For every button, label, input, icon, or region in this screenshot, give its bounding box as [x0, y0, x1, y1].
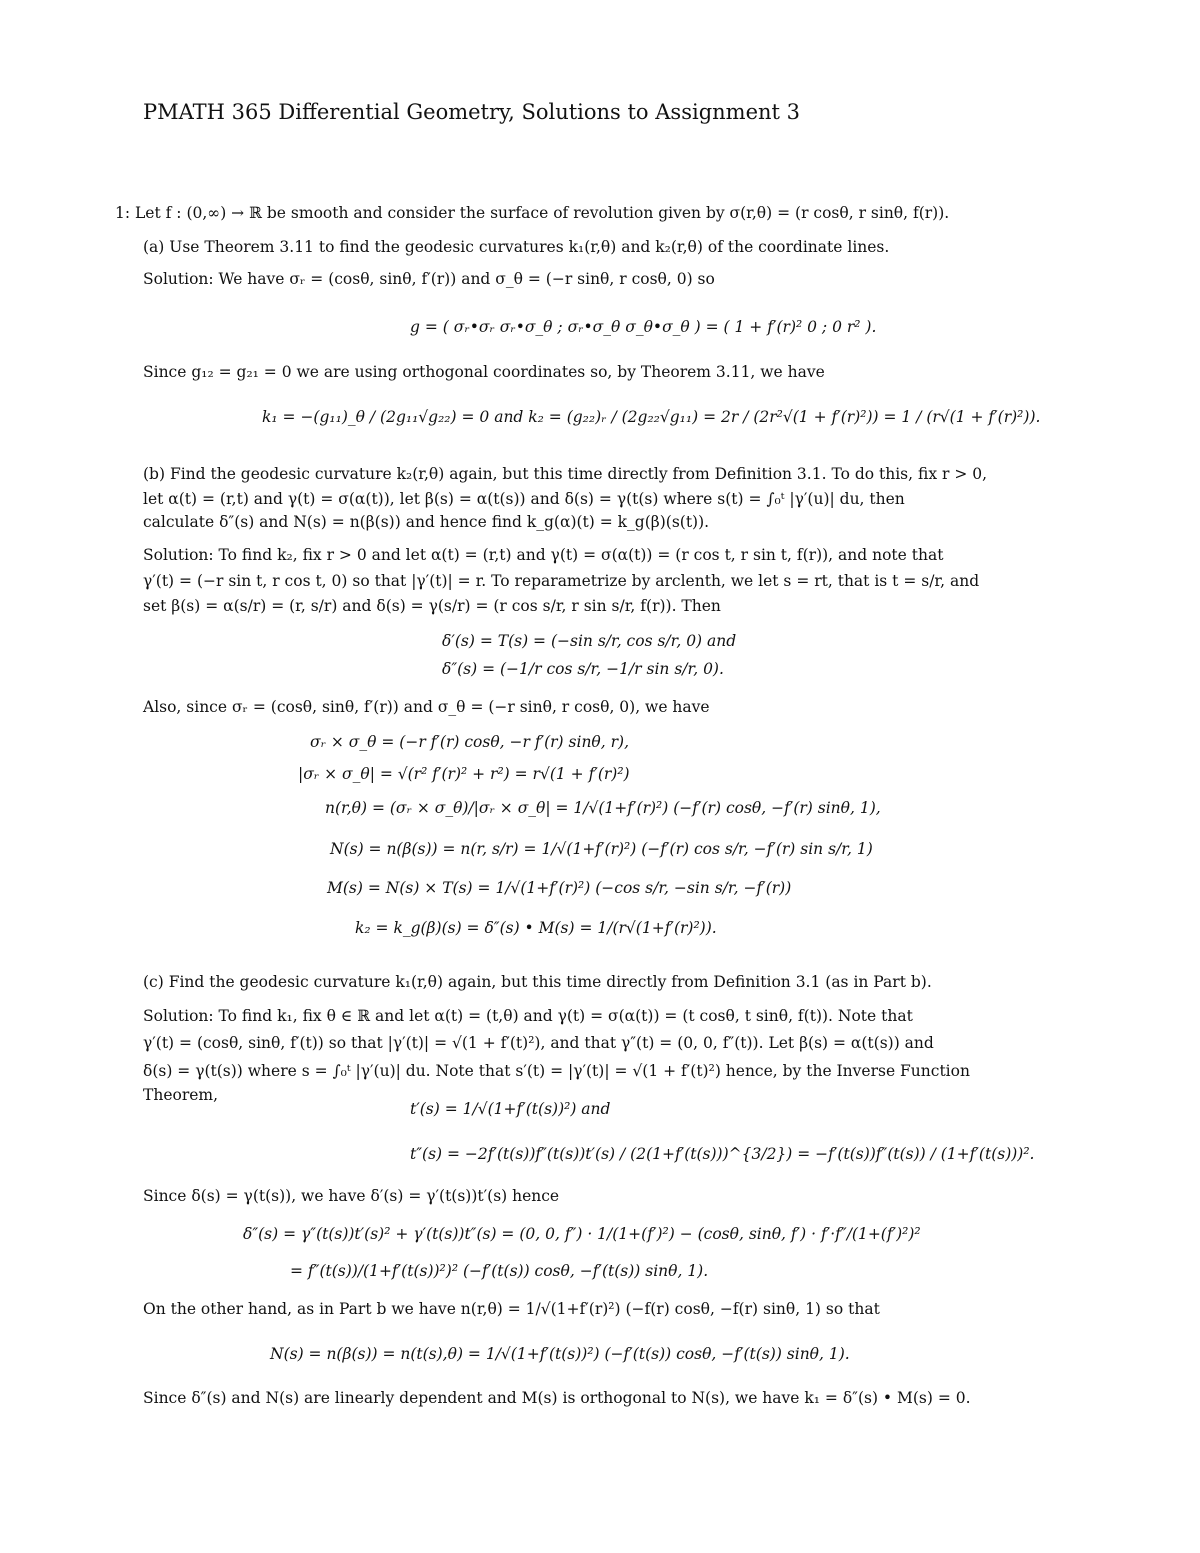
part-a-curvature-equation: k₁ = −(g₁₁)_θ / (2g₁₁√g₂₂) = 0 and k₂ = (g₂₂)ᵣ / (2g₂₂√g₁₁) = 2r / (2r²√(1 + f′(r)²)) = 1 / (r√(1 + f′(r)²)).	[262, 408, 1041, 426]
part-b-equation: M(s) = N(s) × T(s) = 1/√(1+f′(r)²) (−cos s/r, −sin s/r, −f′(r))	[327, 879, 792, 897]
part-b-equation: δ′(s) = T(s) = (−sin s/r, cos s/r, 0) and	[442, 632, 737, 650]
part-a-solution-line: Solution: We have σᵣ = (cosθ, sinθ, f′(r)) and σ_θ = (−r sinθ, r cosθ, 0) so	[143, 270, 715, 288]
part-a-question: (a) Use Theorem 3.11 to find the geodesic curvatures k₁(r,θ) and k₂(r,θ) of the coordinate lines.	[143, 238, 890, 256]
part-b-question: let α(t) = (r,t) and γ(t) = σ(α(t)), let β(s) = α(t(s)) and δ(s) = γ(t(s) where s(t) = ∫₀ᵗ |γ′(u)| du, then	[143, 490, 905, 508]
part-b-solution-line: set β(s) = α(s/r) = (r, s/r) and δ(s) = γ(s/r) = (r cos s/r, r sin s/r, f(r)). Then	[143, 597, 721, 615]
part-c-equation: δ″(s) = γ″(t(s))t′(s)² + γ′(t(s))t″(s) = (0, 0, f″) · 1/(1+(f′)²) − (cosθ, sinθ, f′) · f′·f″/(1+(f′)²)²	[243, 1225, 921, 1243]
part-a-solution-line: Since g₁₂ = g₂₁ = 0 we are using orthogonal coordinates so, by Theorem 3.11, we have	[143, 363, 825, 381]
part-c-equation: t″(s) = −2f′(t(s))f″(t(s))t′(s) / (2(1+f′(t(s)))^{3/2}) = −f′(t(s))f″(t(s)) / (1+f′(t(s)))².	[410, 1145, 1035, 1163]
part-c-equation: = f″(t(s))/(1+f′(t(s))²)² (−f′(t(s)) cosθ, −f′(t(s)) sinθ, 1).	[290, 1262, 709, 1280]
part-b-equation: k₂ = k_g(β)(s) = δ″(s) • M(s) = 1/(r√(1+f′(r)²)).	[355, 919, 717, 937]
part-b-question: (b) Find the geodesic curvature k₂(r,θ) again, but this time directly from Definition 3.1. To do this, fix r > 0,	[143, 465, 988, 483]
part-c-conclusion: Since δ″(s) and N(s) are linearly dependent and M(s) is orthogonal to N(s), we have k₁ = δ″(s) • M(s) = 0.	[143, 1389, 971, 1407]
part-b-equation: N(s) = n(β(s)) = n(r, s/r) = 1/√(1+f′(r)²) (−f′(r) cos s/r, −f′(r) sin s/r, 1)	[330, 840, 873, 858]
part-b-solution-line: Solution: To find k₂, fix r > 0 and let α(t) = (r,t) and γ(t) = σ(α(t)) = (r cos t, r sin t, f(r)), and note that	[143, 546, 944, 564]
part-c-equation: N(s) = n(β(s)) = n(t(s),θ) = 1/√(1+f′(t(s))²) (−f′(t(s)) cosθ, −f′(t(s)) sinθ, 1).	[270, 1345, 850, 1363]
part-c-solution-line: Solution: To find k₁, fix θ ∈ ℝ and let α(t) = (t,θ) and γ(t) = σ(α(t)) = (t cosθ, t sinθ, f(t)). Note that	[143, 1007, 913, 1025]
part-c-solution-line: Since δ(s) = γ(t(s)), we have δ′(s) = γ′(t(s))t′(s) hence	[143, 1187, 560, 1205]
part-b-solution-line: Also, since σᵣ = (cosθ, sinθ, f′(r)) and σ_θ = (−r sinθ, r cosθ, 0), we have	[143, 698, 710, 716]
part-b-equation: n(r,θ) = (σᵣ × σ_θ)/|σᵣ × σ_θ| = 1/√(1+f′(r)²) (−f′(r) cosθ, −f′(r) sinθ, 1),	[325, 799, 881, 817]
part-c-solution-line: δ(s) = γ(t(s)) where s = ∫₀ᵗ |γ′(u)| du. Note that s′(t) = |γ′(t)| = √(1 + f′(t)²) hence, by the Inverse Function	[143, 1062, 970, 1080]
part-a-metric-equation: g = ( σᵣ•σᵣ σᵣ•σ_θ ; σᵣ•σ_θ σ_θ•σ_θ ) = ( 1 + f′(r)² 0 ; 0 r² ).	[410, 318, 877, 336]
part-c-equation: t′(s) = 1/√(1+f′(t(s))²) and	[410, 1100, 611, 1118]
part-b-solution-line: γ′(t) = (−r sin t, r cos t, 0) so that |γ′(t)| = r. To reparametrize by arclenth, we let s = rt, that is t = s/r, and	[143, 572, 980, 590]
part-b-question: calculate δ″(s) and N(s) = n(β(s)) and hence find k_g(α)(t) = k_g(β)(s(t)).	[143, 513, 710, 531]
part-c-solution-line: Theorem,	[143, 1086, 219, 1104]
part-b-equation: |σᵣ × σ_θ| = √(r² f′(r)² + r²) = r√(1 + f′(r)²)	[298, 765, 630, 783]
part-c-solution-line: On the other hand, as in Part b we have n(r,θ) = 1/√(1+f′(r)²) (−f(r) cosθ, −f(r) sinθ, 1) so that	[143, 1300, 880, 1318]
problem-1-statement: 1: Let f : (0,∞) → ℝ be smooth and consider the surface of revolution given by σ(r,θ) = (r cosθ, r sinθ, f(r)).	[115, 204, 950, 222]
part-b-equation: δ″(s) = (−1/r cos s/r, −1/r sin s/r, 0).	[442, 660, 724, 678]
part-c-solution-line: γ′(t) = (cosθ, sinθ, f′(t)) so that |γ′(t)| = √(1 + f′(t)²), and that γ″(t) = (0, 0, f″(t)). Let β(s) = α(t(s)) and	[143, 1034, 934, 1052]
part-b-equation: σᵣ × σ_θ = (−r f′(r) cosθ, −r f′(r) sinθ, r),	[310, 733, 629, 751]
page-title: PMATH 365 Differential Geometry, Solutions to Assignment 3	[143, 100, 800, 124]
part-c-question: (c) Find the geodesic curvature k₁(r,θ) again, but this time directly from Definition 3.1 (as in Part b).	[143, 973, 932, 991]
